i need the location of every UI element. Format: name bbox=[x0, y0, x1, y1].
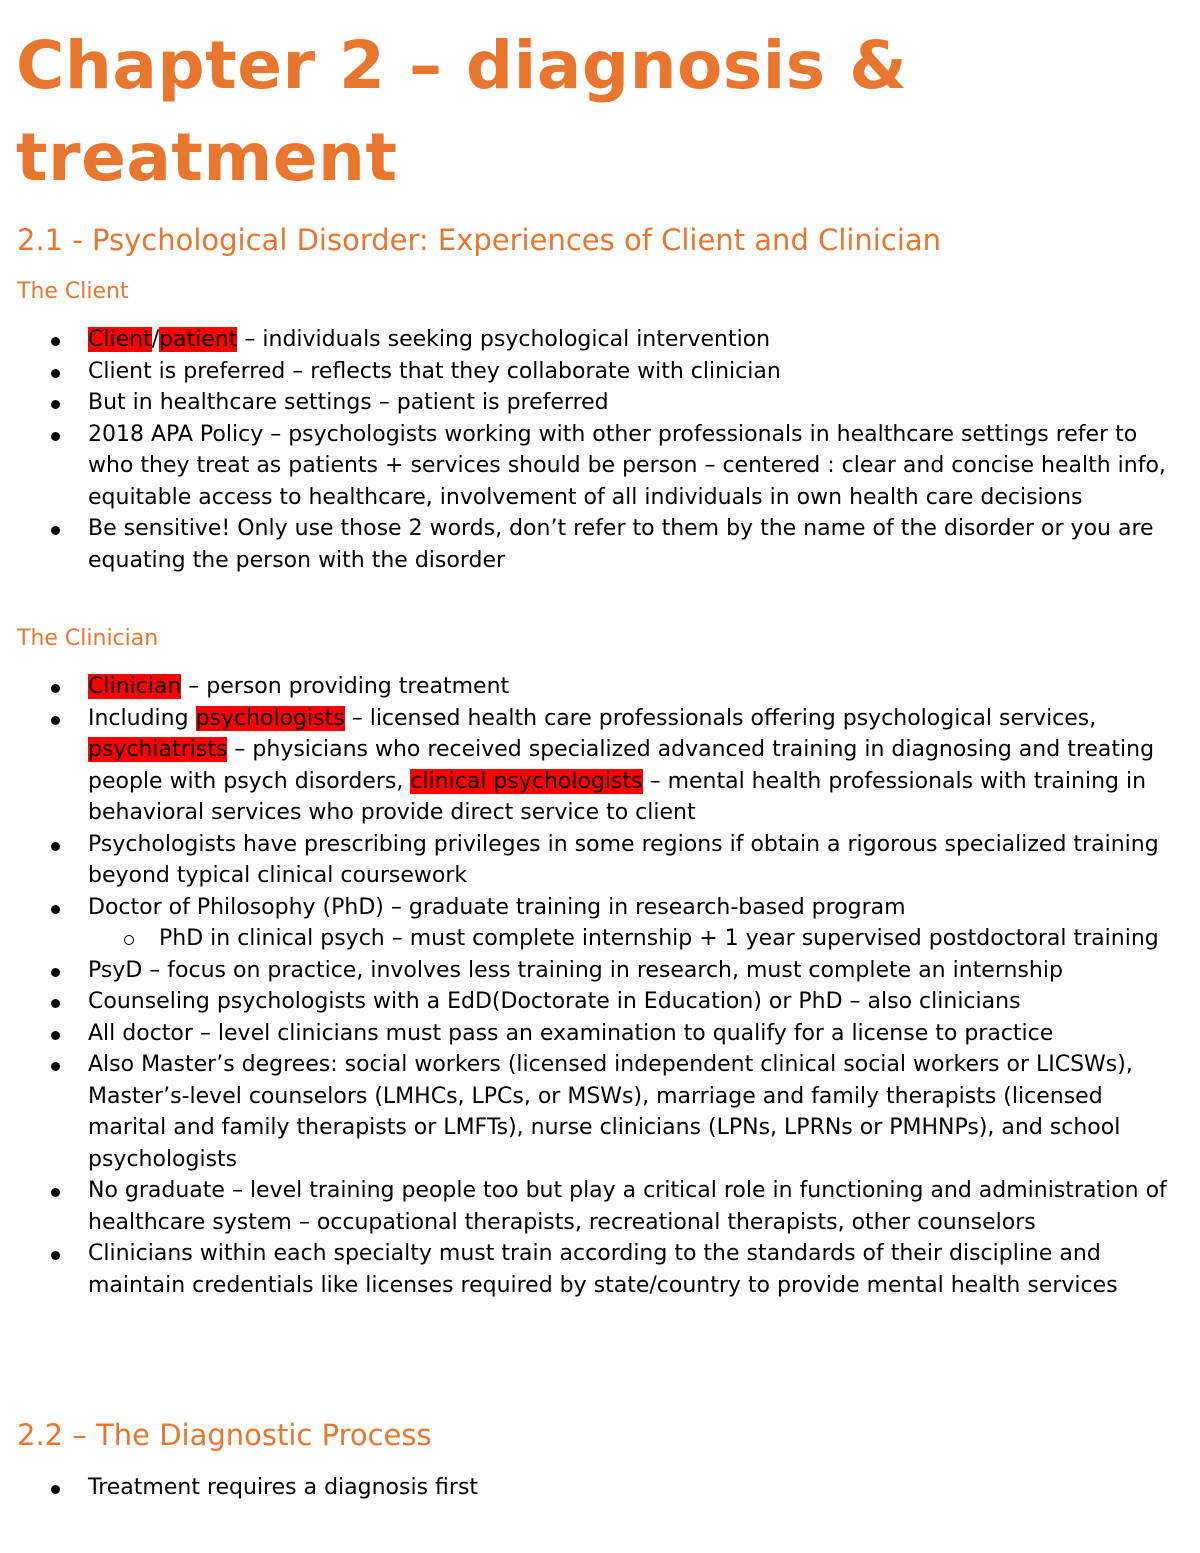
item-text: – physicians who received specialized advanced training in diagnosing and treating people with psych disorders, bbox=[88, 737, 1155, 794]
list-item bbox=[0, 1175, 1200, 1238]
list-item bbox=[0, 356, 1200, 388]
bullet-icon bbox=[51, 968, 60, 977]
list-item bbox=[0, 986, 1200, 1018]
item-text: Be sensitive! Only use those 2 words, don’t refer to them by the name of the disorder or you are equating the person with the disorder bbox=[88, 516, 1154, 573]
item-text: Counseling psychologists with a EdD(Doctorate in Education) or PhD – also clinicians bbox=[88, 989, 1021, 1014]
bullet-icon bbox=[51, 1251, 60, 1260]
hollow-bullet-icon bbox=[124, 935, 134, 945]
list-item bbox=[0, 1018, 1200, 1050]
item-text: PsyD – focus on practice, involves less training in research, must complete an internship bbox=[88, 957, 1063, 983]
sub-list-item bbox=[0, 923, 1200, 955]
item-text: Including bbox=[88, 705, 196, 731]
bullet-icon bbox=[51, 716, 60, 725]
list-item bbox=[0, 703, 1200, 829]
bullet-icon bbox=[51, 1485, 60, 1494]
highlight-term: patient bbox=[159, 327, 238, 352]
clinician-bullet-list bbox=[0, 671, 1200, 1301]
item-text: No graduate – level training people too but play a critical role in functioning and administration of healthcare system – occupational therapists, recreational therapists, other counselors bbox=[88, 1178, 1167, 1235]
item-text: – individuals seeking psychological intervention bbox=[237, 327, 771, 352]
item-text: Doctor of Philosophy (PhD) – graduate training in research-based program bbox=[88, 894, 906, 920]
client-bullet-list bbox=[0, 324, 1200, 576]
bullet-icon bbox=[51, 432, 60, 441]
highlight-term: clinical psychologists bbox=[410, 768, 643, 794]
term-separator: / bbox=[151, 327, 160, 352]
section-2-2-heading: 2.2 – The Diagnostic Process bbox=[17, 1418, 432, 1452]
list-item bbox=[0, 324, 1200, 356]
list-item bbox=[0, 955, 1200, 987]
list-item bbox=[0, 1049, 1200, 1175]
bullet-icon bbox=[51, 905, 60, 914]
bullet-icon bbox=[51, 337, 60, 346]
item-text: – person providing treatment bbox=[181, 674, 510, 699]
highlight-term: Client bbox=[88, 327, 152, 352]
bullet-icon bbox=[51, 684, 60, 693]
list-item bbox=[0, 671, 1200, 703]
client-subheading: The Client bbox=[17, 279, 129, 304]
highlight-term: Clinician bbox=[88, 674, 182, 699]
item-text: All doctor – level clinicians must pass an examination to qualify for a license to practice bbox=[88, 1020, 1054, 1046]
item-text: – licensed health care professionals offering psychological services, bbox=[344, 705, 1097, 731]
bullet-icon bbox=[51, 369, 60, 378]
bullet-icon bbox=[51, 526, 60, 535]
highlight-term: psychiatrists bbox=[88, 737, 228, 762]
chapter-title: Chapter 2 – diagnosis & treatment bbox=[16, 27, 908, 196]
item-text: Also Master’s degrees: social workers (licensed independent clinical social workers or LICSWs), Master’s-level counselors (LMHCs, LPCs, or MSWs), marriage and family therapists (licensed marital and family therapists or LMFTs), nurse clinicians (LPNs, LPRNs or PMHNPs), and school psychologists bbox=[88, 1052, 1133, 1172]
bullet-icon bbox=[51, 842, 60, 851]
bullet-icon bbox=[51, 1062, 60, 1071]
highlight-term: psychologists bbox=[195, 705, 345, 731]
list-item bbox=[0, 387, 1200, 419]
item-text: – mental health professionals with training in behavioral services who provide direct service to client bbox=[88, 768, 1147, 825]
bullet-icon bbox=[51, 400, 60, 409]
section-2-1-heading: 2.1 - Psychological Disorder: Experiences of Client and Clinician bbox=[17, 223, 942, 257]
list-item bbox=[0, 892, 1200, 924]
list-item bbox=[0, 1238, 1200, 1301]
list-item bbox=[0, 419, 1200, 514]
list-item bbox=[0, 829, 1200, 892]
item-text: 2018 APA Policy – psychologists working with other professionals in healthcare settings refer to who they treat as patients + services should be person – centered : clear and concise health info, equitable access to healthcare, involvement of all individuals in own health care decisions bbox=[88, 421, 1166, 510]
item-text: Treatment requires a diagnosis first bbox=[88, 1475, 479, 1500]
clinician-subheading: The Clinician bbox=[17, 626, 159, 651]
bullet-icon bbox=[51, 1188, 60, 1197]
list-item bbox=[0, 513, 1200, 576]
item-text: PhD in clinical psych – must complete internship + 1 year supervised postdoctoral training bbox=[159, 926, 1159, 951]
bullet-icon bbox=[51, 1031, 60, 1040]
bullet-icon bbox=[51, 999, 60, 1008]
diagnostic-bullet-list bbox=[0, 1472, 1200, 1504]
list-item bbox=[0, 1472, 1200, 1504]
item-text: But in healthcare settings – patient is preferred bbox=[88, 390, 609, 415]
item-text: Psychologists have prescribing privileges in some regions if obtain a rigorous specialized training beyond typical clinical coursework bbox=[88, 831, 1159, 888]
item-text: Client is preferred – reflects that they collaborate with clinician bbox=[88, 358, 781, 384]
item-text: Clinicians within each specialty must train according to the standards of their discipline and maintain credentials like licenses required by state/country to provide mental health services bbox=[88, 1241, 1118, 1298]
